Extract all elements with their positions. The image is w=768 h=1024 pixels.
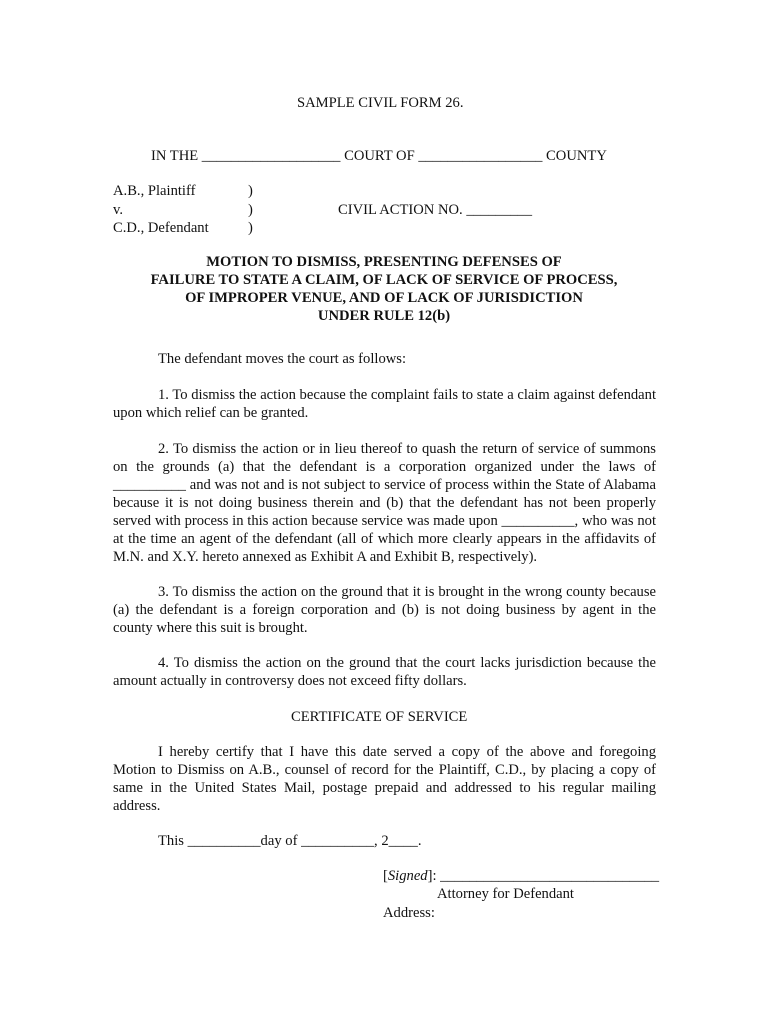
caption-paren: ) [248, 220, 253, 236]
attorney-label: Attorney for Defendant [437, 886, 574, 902]
certificate-heading: CERTIFICATE OF SERVICE [291, 709, 468, 725]
caption-paren: ) [248, 202, 253, 218]
motion-title-line: MOTION TO DISMISS, PRESENTING DEFENSES OF [206, 254, 562, 270]
motion-title-line: FAILURE TO STATE A CLAIM, OF LACK OF SERVICE OF PROCESS, [150, 272, 618, 288]
motion-title [100, 253, 668, 325]
date-line: This __________day of __________, 2____. [158, 833, 422, 849]
motion-paragraph-1: 1. To dismiss the action because the complaint fails to state a claim against defendant upon which relief can be granted. [113, 387, 656, 421]
motion-paragraph-2: 2. To dismiss the action or in lieu thereof to quash the return of service of summons on the grounds (a) that the defendant is a corporation organized under the laws of __________ and was not and is not subject to service of process within the State of Alabama because it is not doing business therein and (b) that the defendant has not been properly served with process in this action because service was made upon __________, who was not at the time an agent of the defendant (all of which more clearly appears in the affidavits of M.N. and X.Y. hereto annexed as Exhibit A and Exhibit B, respectively). [113, 441, 656, 565]
bracket-close: ] [427, 868, 433, 884]
caption-paren: ) [248, 183, 253, 199]
motion-paragraph-3: 3. To dismiss the action on the ground that it is brought in the wrong county because (a) the defendant is a foreign corporation and (b) is not doing business by agent in the county where this suit is brought. [113, 584, 656, 636]
court-line: IN THE ___________________ COURT OF _________________ COUNTY [151, 148, 607, 164]
motion-title-line: UNDER RULE 12(b) [317, 308, 451, 324]
defendant-name: C.D., Defendant [113, 220, 209, 236]
signature-line [383, 867, 659, 885]
signed-label: Signed [387, 868, 428, 884]
versus-label: v. [113, 202, 123, 218]
motion-title-line: OF IMPROPER VENUE, AND OF LACK OF JURISDICTION [185, 290, 583, 306]
plaintiff-name: A.B., Plaintiff [113, 183, 196, 199]
civil-action-number: CIVIL ACTION NO. _________ [338, 202, 533, 218]
form-title: SAMPLE CIVIL FORM 26. [297, 95, 464, 111]
signature-blank: : ______________________________ [432, 868, 660, 884]
bracket-open: [ [383, 868, 388, 884]
address-label: Address: [383, 905, 435, 921]
motion-intro: The defendant moves the court as follows: [158, 351, 407, 367]
motion-paragraph-4: 4. To dismiss the action on the ground that the court lacks jurisdiction because the amount actually in controversy does not exceed fifty dollars. [113, 655, 656, 689]
certificate-text: I hereby certify that I have this date served a copy of the above and foregoing Motion to Dismiss on A.B., counsel of record for the Plaintiff, C.D., by placing a copy of same in the United States Mail, postage prepaid and addressed to his regular mailing address. [113, 744, 656, 814]
